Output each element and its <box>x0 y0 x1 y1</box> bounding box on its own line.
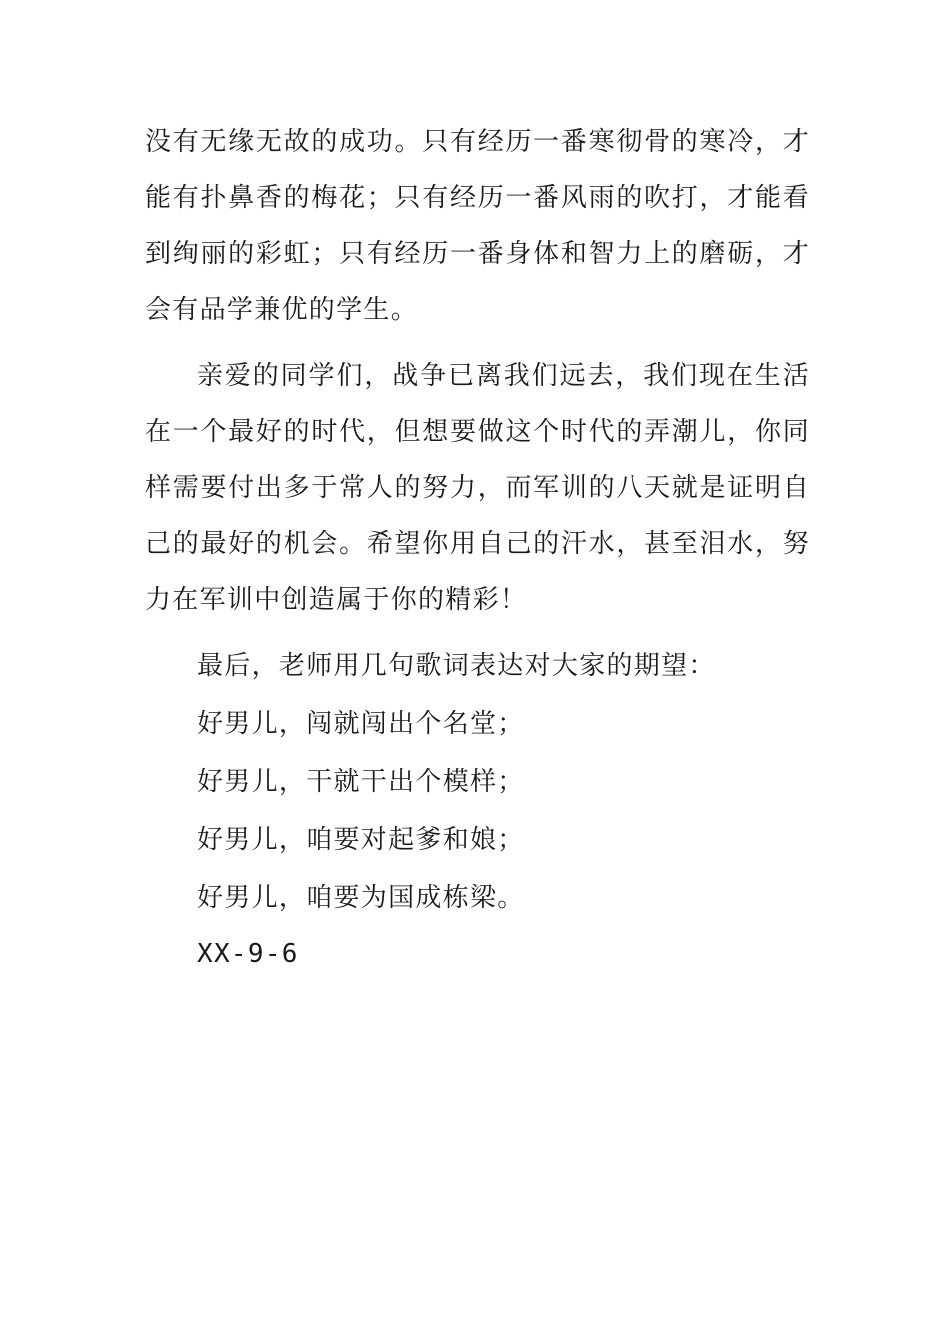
document-date: XX-9-6 <box>197 939 299 969</box>
lyric-line: 好男儿，闯就闯出个名堂； <box>197 709 525 739</box>
paragraph-success: 没有无缘无故的成功。只有经历一番寒彻骨的寒冷，才能有扑鼻香的梅花；只有经历一番风雨的吹打，才能看到绚丽的彩虹；只有经历一番身体和智力上的磨砺，才会有品学兼优的学生。 <box>145 127 810 325</box>
lyric-line: 好男儿，咱要对起爹和娘； <box>197 825 525 855</box>
lyric-line: 好男儿，咱要为国成栋梁。 <box>197 883 525 913</box>
lyric-line: 好男儿，干就干出个模样； <box>197 767 525 797</box>
paragraph-students: 亲爱的同学们，战争已离我们远去，我们现在生活在一个最好的时代，但想要做这个时代的弄潮儿，你同样需要付出多于常人的努力，而军训的八天就是证明自己的最好的机会。希望你用自己的汗水，甚至泪水，努力在军训中创造属于你的精彩！ <box>145 361 810 615</box>
paragraph-closing: 最后，老师用几句歌词表达对大家的期望： <box>197 651 716 681</box>
